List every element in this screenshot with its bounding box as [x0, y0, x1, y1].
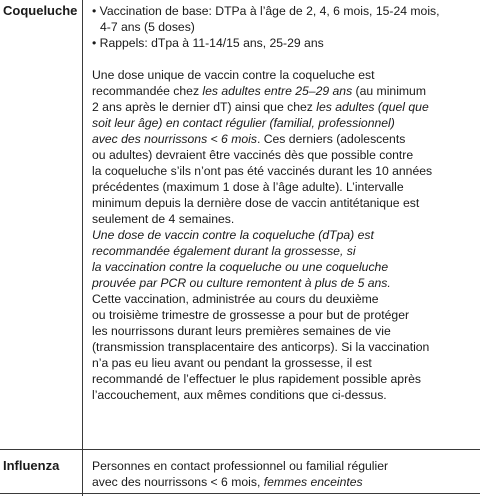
text-segment: recommandé de l’effectuer le plus rapidement possible après	[92, 372, 422, 386]
text-segment: ou troisième trimestre de grossesse a pour but de protéger	[92, 308, 410, 322]
text-segment: n’a pas eu lieu avant ou pendant la grossesse, il est	[92, 356, 372, 370]
text-line	[92, 179, 476, 195]
emphasized-text: recommandée également durant la grossesse, si	[92, 244, 356, 258]
text-segment: minimum depuis la dernière dose de vaccin antitétanique est	[92, 196, 420, 210]
row-content-coqueluche	[92, 3, 476, 403]
text-line	[92, 355, 476, 371]
row-content-influenza	[92, 458, 476, 490]
text-line	[92, 131, 476, 147]
text-segment: • Vaccination de base: DTPa à l’âge de 2, 4, 6 mois, 15-24 mois,	[92, 4, 440, 18]
text-line	[92, 474, 476, 490]
emphasized-text: la vaccination contre la coqueluche ou une coqueluche	[92, 260, 389, 274]
text-line	[92, 83, 476, 99]
text-segment: (au minimum	[352, 84, 426, 98]
emphasized-text: avec des nourrissons < 6 mois	[92, 132, 257, 146]
emphasized-text: soit leur âge) en contact régulier (familial, professionnel)	[92, 116, 395, 130]
text-segment: . Ces derniers (adolescents	[256, 132, 406, 146]
text-segment: (transmission transplacentaire des anticorps). Si la vaccination	[92, 340, 430, 354]
text-line	[92, 371, 476, 387]
row-label-influenza: Influenza	[3, 458, 60, 473]
text-line	[92, 291, 476, 307]
text-segment: Une dose unique de vaccin contre la coqueluche est	[92, 68, 375, 82]
text-line	[92, 115, 476, 131]
text-line	[92, 195, 476, 211]
text-line	[92, 147, 476, 163]
text-line	[92, 387, 476, 403]
text-line	[92, 323, 476, 339]
emphasized-text: les adultes (quel que	[316, 100, 429, 114]
text-line	[92, 458, 476, 474]
text-segment: 2 ans après le dernier dT) ainsi que chez	[92, 100, 317, 114]
text-segment: 4-7 ans (5 doses)	[100, 20, 195, 34]
text-line	[92, 99, 476, 115]
text-segment: la coqueluche s’ils n’ont pas été vaccinés durant les 10 années	[92, 164, 433, 178]
text-line	[92, 275, 476, 291]
text-segment: ou adultes) devraient être vaccinés dès que possible contre	[92, 148, 414, 162]
text-line	[92, 67, 476, 83]
text-line	[92, 339, 476, 355]
text-line	[92, 163, 476, 179]
text-line	[92, 307, 476, 323]
text-segment: seulement de 4 semaines.	[92, 212, 235, 226]
text-line	[92, 211, 476, 227]
text-line	[92, 3, 476, 19]
text-segment: l’accouchement, aux mêmes conditions que ci-dessus.	[92, 388, 387, 402]
text-segment: Cette vaccination, administrée au cours du deuxième	[92, 292, 379, 306]
text-segment: recommandée chez	[92, 84, 203, 98]
text-segment: précédentes (maximum 1 dose à l’âge adulte). L’intervalle	[92, 180, 404, 194]
text-line	[92, 259, 476, 275]
text-segment: Personnes en contact professionnel ou familial régulier	[92, 459, 389, 473]
emphasized-text: prouvée par PCR ou culture remontent à plus de 5 ans.	[92, 276, 391, 290]
text-segment: les nourrissons durant leurs premières semaines de vie	[92, 324, 391, 338]
text-segment: • Rappels: dTpa à 11-14/15 ans, 25-29 ans	[92, 36, 324, 50]
row-divider	[0, 449, 480, 450]
text-line	[92, 243, 476, 259]
column-divider	[82, 0, 83, 496]
text-line	[92, 19, 476, 35]
paragraph-gap	[92, 51, 476, 67]
table-bottom-border	[0, 493, 480, 494]
emphasized-text: femmes enceintes	[263, 475, 363, 489]
emphasized-text: les adultes entre 25–29 ans	[202, 84, 353, 98]
emphasized-text: Une dose de vaccin contre la coqueluche (dTpa) est	[92, 228, 374, 242]
text-line	[92, 35, 476, 51]
text-line	[92, 227, 476, 243]
text-segment: avec des nourrissons < 6 mois,	[92, 475, 264, 489]
row-label-coqueluche: Coqueluche	[3, 3, 78, 18]
